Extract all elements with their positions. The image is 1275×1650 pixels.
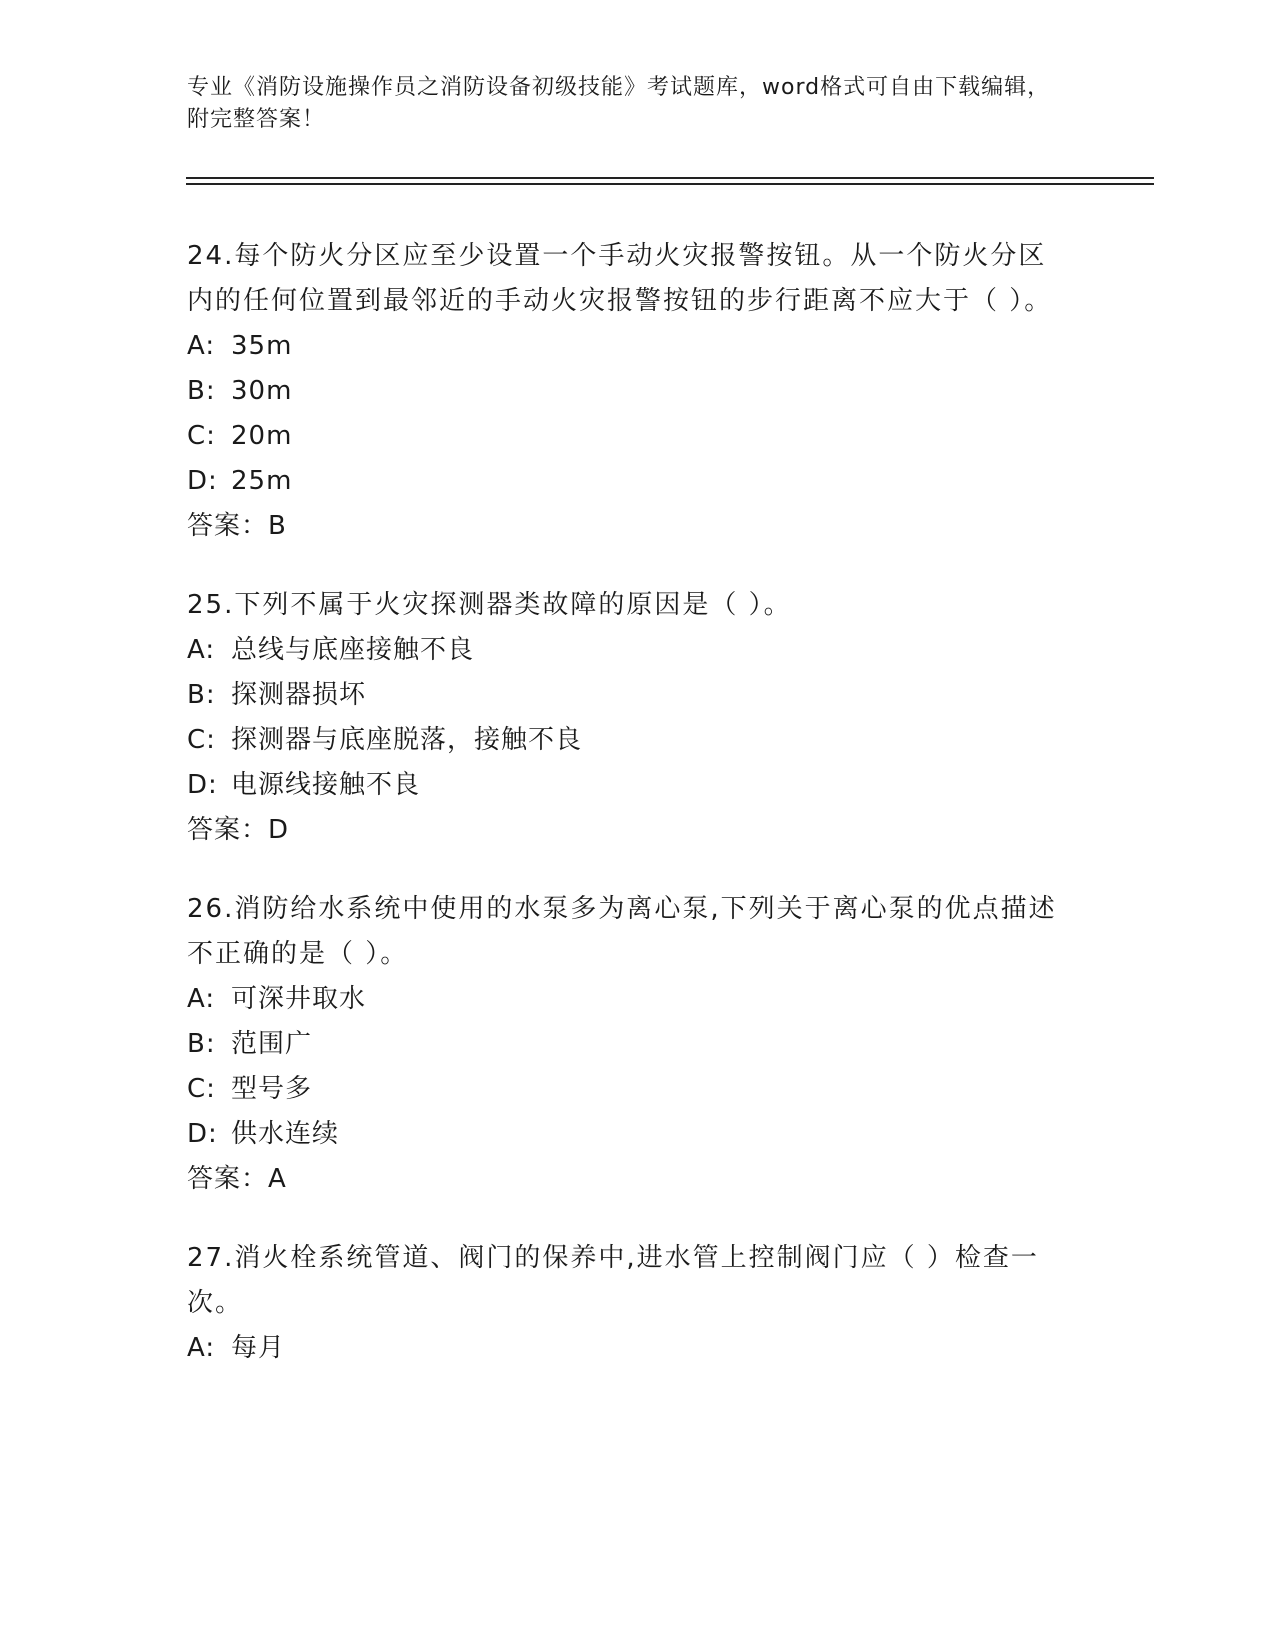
option-a — [187, 324, 1067, 369]
option-c — [187, 718, 1067, 763]
question-24 — [187, 234, 1067, 549]
option-key: A: — [187, 331, 216, 361]
option-text: 可深井取水 — [231, 984, 367, 1014]
question-25 — [187, 583, 1067, 853]
option-c — [187, 1067, 1067, 1112]
option-key: D: — [187, 770, 218, 800]
option-key: A: — [187, 1333, 216, 1363]
option-key: C: — [187, 725, 216, 755]
question-stem: 25.下列不属于火灾探测器类故障的原因是（ ）。 — [187, 590, 792, 620]
answer-line: 答案：A — [187, 1164, 287, 1194]
option-text: 30m — [231, 376, 293, 406]
option-key: B: — [187, 376, 216, 406]
option-text: 探测器损坏 — [231, 680, 367, 710]
question-stem: 26.消防给水系统中使用的水泵多为离心泵,下列关于离心泵的优点描述不正确的是（ ）。 — [187, 894, 1057, 969]
question-list — [187, 234, 1067, 1405]
answer-line: 答案：D — [187, 815, 290, 845]
option-key: B: — [187, 1029, 216, 1059]
option-key: A: — [187, 635, 216, 665]
option-text: 范围广 — [231, 1029, 313, 1059]
option-text: 电源线接触不良 — [231, 770, 421, 800]
header-rule-top — [186, 177, 1154, 179]
question-26 — [187, 887, 1067, 1202]
option-text: 型号多 — [231, 1074, 313, 1104]
option-text: 总线与底座接触不良 — [231, 635, 475, 665]
option-text: 20m — [231, 421, 293, 451]
question-stem: 24.每个防火分区应至少设置一个手动火灾报警按钮。从一个防火分区内的任何位置到最邻近的手动火灾报警按钮的步行距离不应大于（ ）。 — [187, 241, 1053, 316]
option-a — [187, 628, 1067, 673]
option-text: 25m — [231, 466, 293, 496]
option-b — [187, 369, 1067, 414]
question-27 — [187, 1236, 1067, 1371]
option-b — [187, 1022, 1067, 1067]
option-key: D: — [187, 466, 218, 496]
option-d — [187, 763, 1067, 808]
answer-line: 答案：B — [187, 511, 287, 541]
header-rule-bottom — [186, 183, 1154, 185]
option-text: 每月 — [231, 1333, 286, 1363]
option-key: D: — [187, 1119, 218, 1149]
option-key: A: — [187, 984, 216, 1014]
option-key: C: — [187, 1074, 216, 1104]
option-b — [187, 673, 1067, 718]
document-header: 专业《消防设施操作员之消防设备初级技能》考试题库，word格式可自由下载编辑，附完整答案！ — [187, 75, 1051, 132]
question-stem: 27.消火栓系统管道、阀门的保养中,进水管上控制阀门应（ ）检查一次。 — [187, 1243, 1039, 1318]
option-a — [187, 977, 1067, 1022]
option-key: C: — [187, 421, 216, 451]
option-key: B: — [187, 680, 216, 710]
option-c — [187, 414, 1067, 459]
option-d — [187, 1112, 1067, 1157]
option-text: 35m — [231, 331, 293, 361]
option-d — [187, 459, 1067, 504]
option-text: 探测器与底座脱落，接触不良 — [231, 725, 583, 755]
option-a — [187, 1326, 1067, 1371]
option-text: 供水连续 — [231, 1119, 340, 1149]
